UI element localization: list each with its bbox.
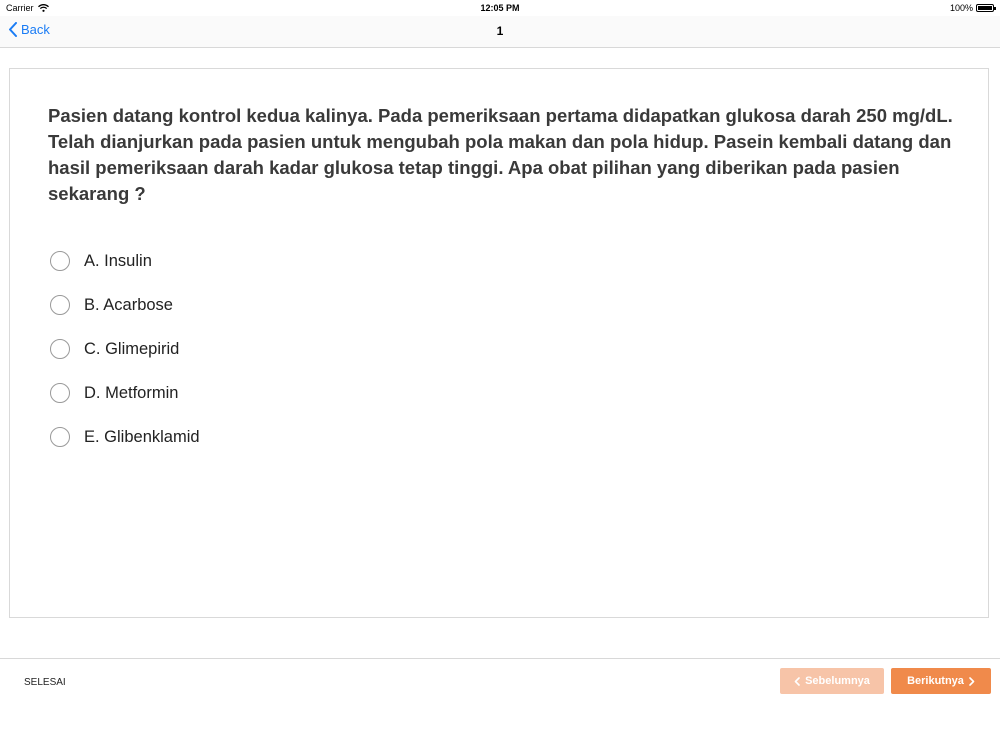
option-a[interactable] bbox=[50, 239, 200, 283]
chevron-right-icon bbox=[969, 677, 975, 686]
radio-button[interactable] bbox=[50, 339, 70, 359]
option-label: D. Metformin bbox=[84, 383, 179, 402]
nav-bar bbox=[0, 16, 1000, 48]
option-label: B. Acarbose bbox=[84, 295, 173, 314]
battery-fill bbox=[978, 6, 992, 10]
battery-percent: 100% bbox=[949, 3, 973, 13]
next-label: Berikutnya bbox=[907, 675, 964, 687]
option-label: C. Glimepirid bbox=[84, 339, 180, 358]
radio-button[interactable] bbox=[50, 383, 70, 403]
battery-icon bbox=[976, 4, 994, 12]
option-b[interactable] bbox=[50, 283, 200, 327]
option-e[interactable] bbox=[50, 415, 200, 459]
previous-button[interactable] bbox=[780, 668, 884, 694]
option-c[interactable] bbox=[50, 327, 200, 371]
finish-button[interactable]: SELESAI bbox=[24, 677, 66, 688]
carrier-label: Carrier bbox=[6, 3, 34, 13]
radio-button[interactable] bbox=[50, 295, 70, 315]
status-time: 12:05 PM bbox=[480, 3, 520, 13]
option-label: A. Insulin bbox=[84, 251, 152, 270]
option-label: E. Glibenklamid bbox=[84, 427, 200, 446]
previous-label: Sebelumnya bbox=[805, 675, 870, 687]
radio-button[interactable] bbox=[50, 251, 70, 271]
status-right bbox=[950, 3, 994, 13]
option-d[interactable] bbox=[50, 371, 200, 415]
options-list bbox=[50, 239, 200, 459]
footer-bar bbox=[0, 658, 1000, 751]
status-bar bbox=[0, 0, 1000, 16]
question-card bbox=[9, 68, 989, 618]
radio-button[interactable] bbox=[50, 427, 70, 447]
page-title: 1 bbox=[496, 24, 504, 38]
question-text: Pasien datang kontrol kedua kalinya. Pada pemeriksaan pertama didapatkan glukosa darah 250 mg/dL. Telah dianjurkan pada pasien untuk mengubah pola makan dan pola hidup. Pasein kembali datang dan hasil pemeriksaan darah kadar glukosa tetap tinggi. Apa obat pilihan yang diberikan pada pasien sekarang ? bbox=[48, 105, 953, 204]
chevron-left-icon bbox=[794, 677, 800, 686]
back-label: Back bbox=[21, 22, 50, 37]
next-button[interactable] bbox=[891, 668, 991, 694]
